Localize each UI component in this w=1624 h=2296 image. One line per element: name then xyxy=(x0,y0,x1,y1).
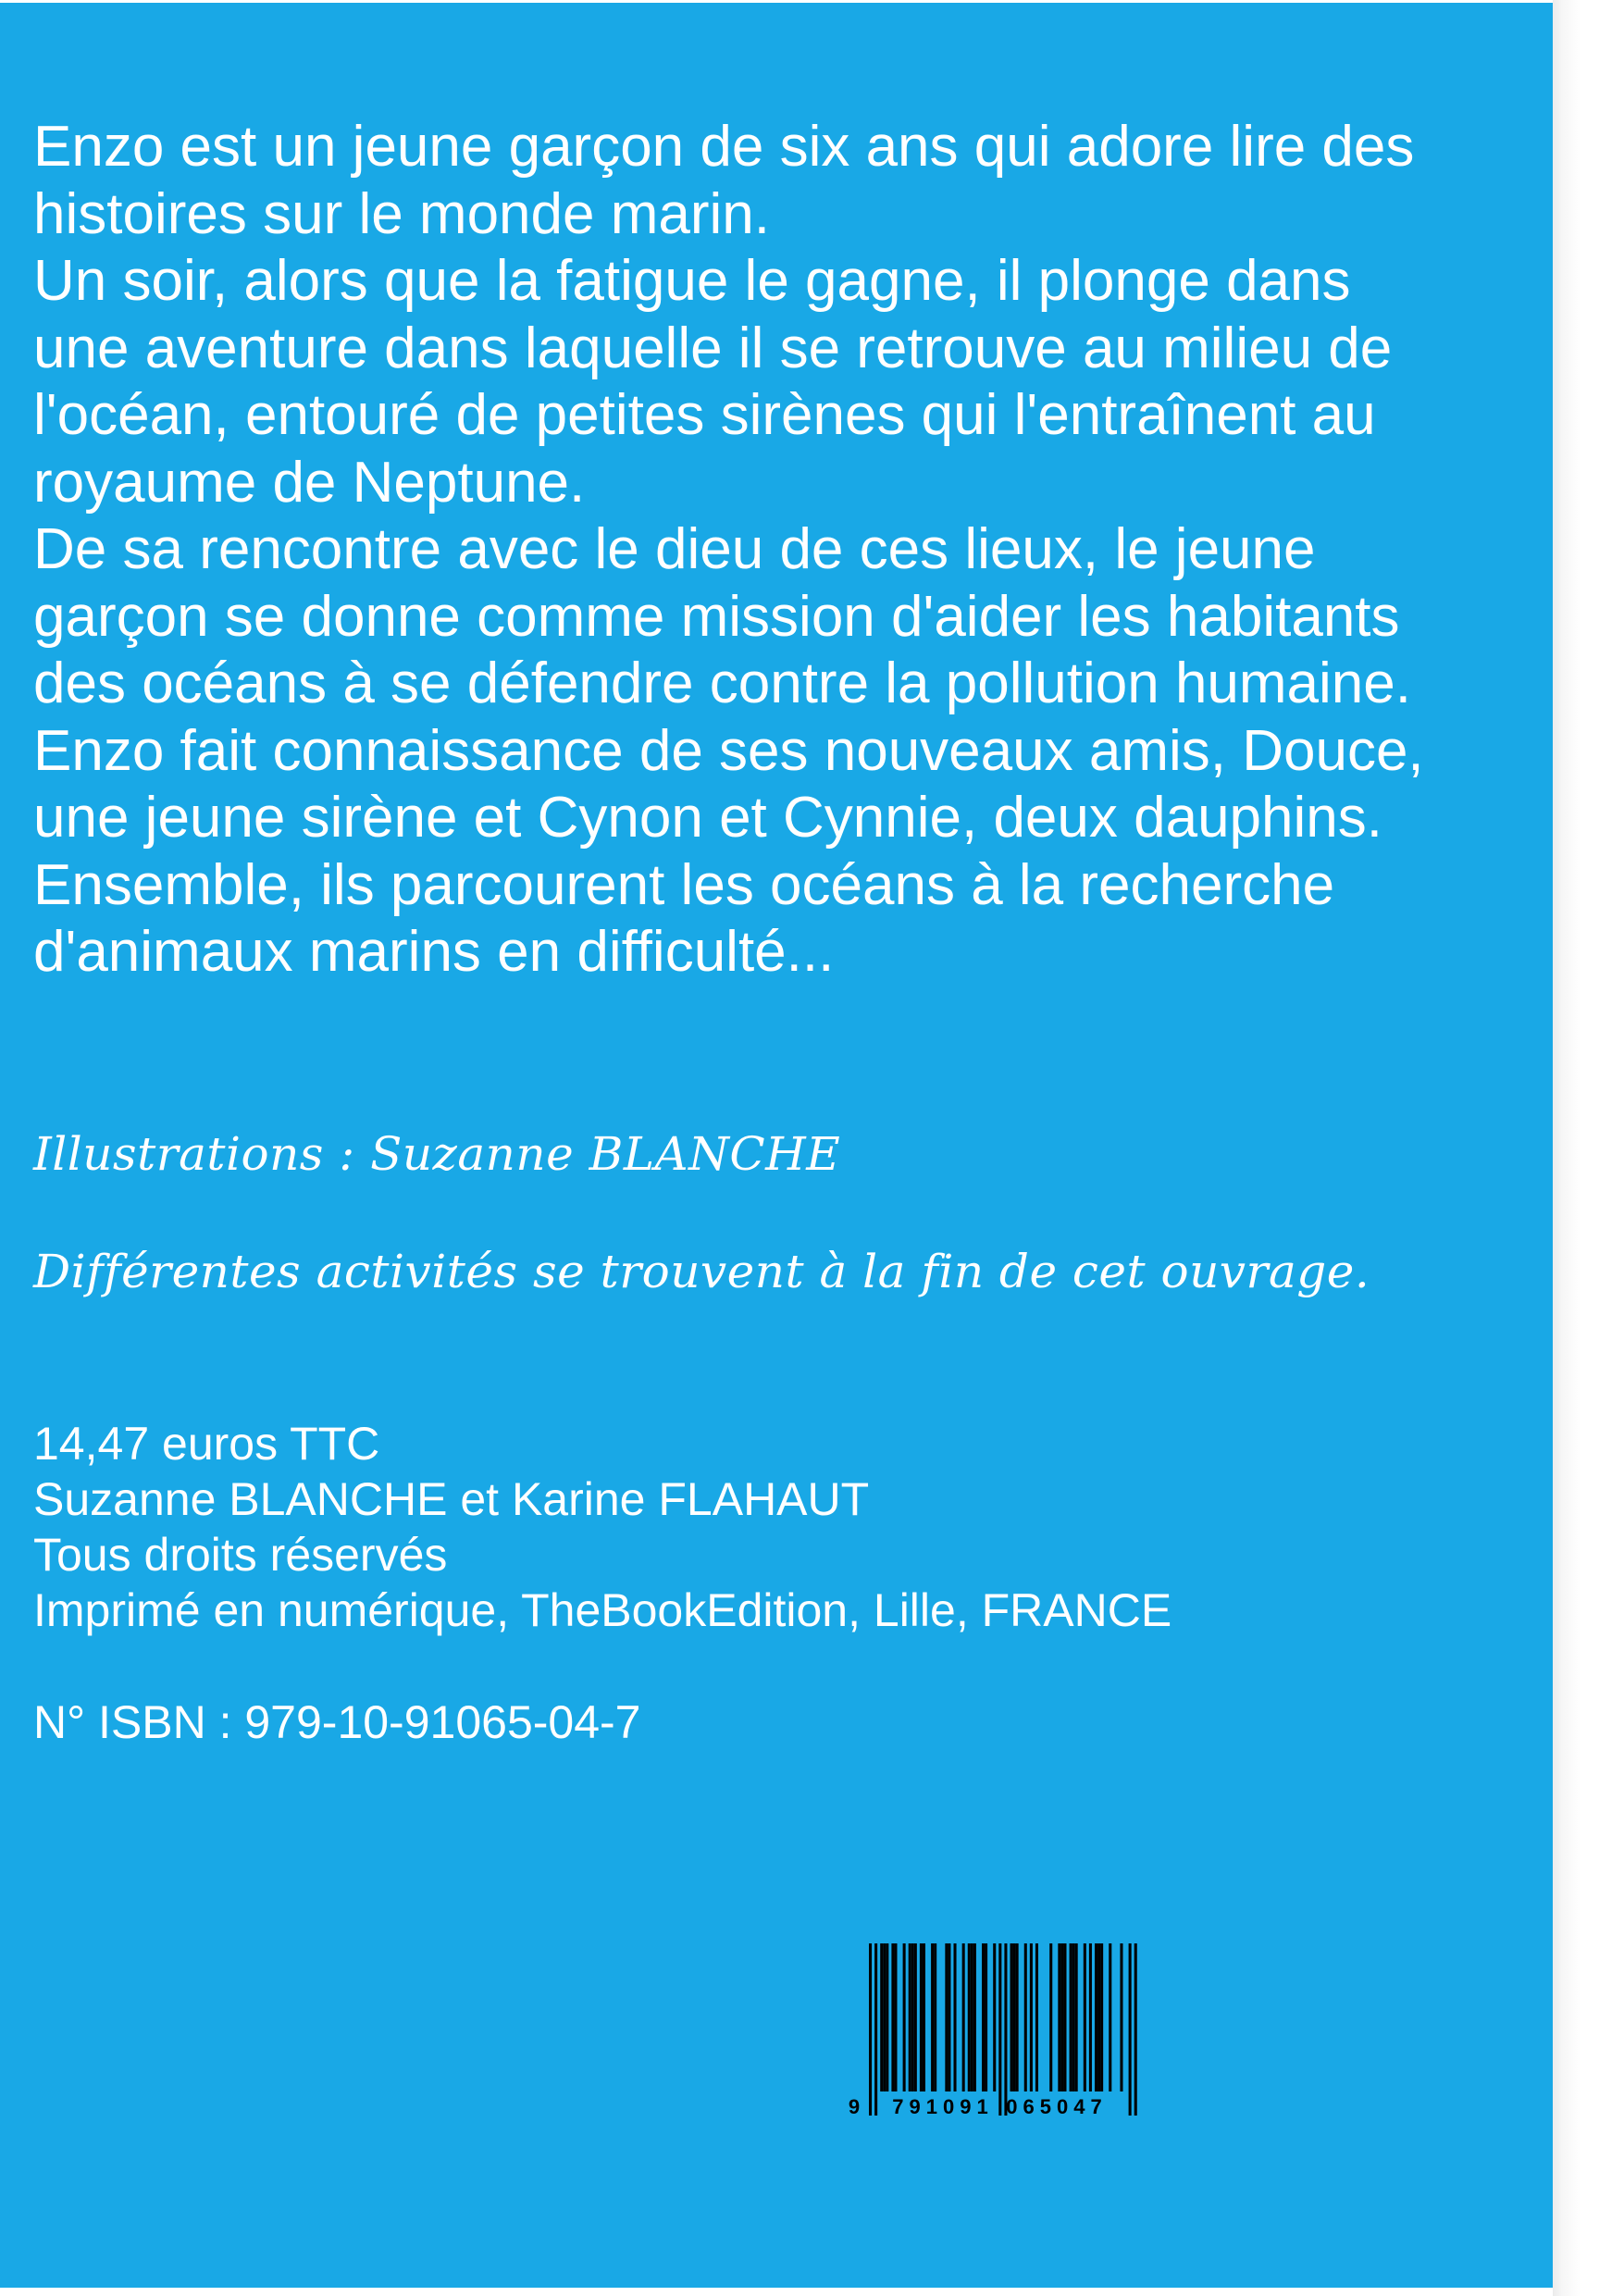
barcode-bar xyxy=(1072,1943,1075,2091)
barcode-bar xyxy=(1058,1943,1060,2091)
barcode-bar xyxy=(920,1943,923,2091)
book-blurb xyxy=(33,114,1542,987)
barcode-bar xyxy=(948,1943,950,2091)
publication-info xyxy=(33,1416,1172,1638)
isbn-number: N° ISBN : 979-10-91065-04-7 xyxy=(33,1696,641,1748)
barcode-bar xyxy=(1013,1943,1016,2091)
barcode-bar xyxy=(1089,1943,1092,2091)
barcode-bar xyxy=(931,1943,934,2091)
rights: Tous droits réservés xyxy=(33,1529,448,1581)
barcode-bar xyxy=(1084,1943,1086,2091)
barcode-bar xyxy=(962,1943,965,2091)
barcode-bar xyxy=(954,1943,957,2091)
activities-note: Différentes activités se trouvent à la fin de cet ouvrage. xyxy=(33,1245,1370,1298)
barcode-bar xyxy=(923,1943,925,2091)
blurb-line: une jeune sirène et Cynon et Cynnie, deux dauphins. xyxy=(33,786,1382,850)
barcode-bar xyxy=(1004,1943,1007,2116)
barcode-bar xyxy=(971,1943,973,2091)
barcode-bar xyxy=(1100,1943,1103,2091)
barcode-bar xyxy=(1095,1943,1097,2091)
barcode-bar xyxy=(1060,1943,1063,2091)
barcode-bar xyxy=(880,1943,883,2091)
barcode-bar xyxy=(945,1943,948,2091)
blurb-line: garçon se donne comme mission d'aider les habitants xyxy=(33,584,1400,649)
blurb-line: l'océan, entouré de petites sirènes qui l'entraînent au xyxy=(33,383,1376,447)
blurb-line: une aventure dans laquelle il se retrouve au milieu de xyxy=(33,316,1393,380)
page-edge xyxy=(1553,0,1624,2296)
barcode-bar xyxy=(1024,1943,1027,2091)
barcode-bar xyxy=(883,1943,886,2091)
barcode-bar xyxy=(1097,1943,1100,2091)
blurb-line: histoires sur le monde marin. xyxy=(33,181,770,246)
printer: Imprimé en numérique, TheBookEdition, Lille, FRANCE xyxy=(33,1584,1172,1636)
barcode-bar xyxy=(1063,1943,1066,2091)
price: 14,47 euros TTC xyxy=(33,1418,380,1470)
barcode-bar xyxy=(982,1943,985,2091)
barcode-bar xyxy=(1120,1943,1122,2091)
barcode-bar xyxy=(909,1943,911,2091)
barcode-bar xyxy=(914,1943,917,2091)
barcode-bar xyxy=(934,1943,936,2091)
barcode-bar xyxy=(1070,1943,1072,2091)
blurb-line: d'animaux marins en difficulté... xyxy=(33,920,835,984)
barcode-bar xyxy=(968,1943,971,2091)
barcode-bar xyxy=(1010,1943,1013,2091)
blurb-line: De sa rencontre avec le dieu de ces lieux, le jeune xyxy=(33,517,1316,581)
authors: Suzanne BLANCHE et Karine FLAHAUT xyxy=(33,1473,870,1525)
barcode-image xyxy=(847,1943,1145,2119)
barcode-bar xyxy=(894,1943,897,2091)
barcode-bar xyxy=(1134,1943,1137,2116)
barcode-bar xyxy=(1109,1943,1111,2091)
barcode-bar xyxy=(1016,1943,1019,2091)
barcode-bar xyxy=(985,1943,987,2091)
back-cover xyxy=(0,3,1553,2288)
barcode-bar xyxy=(869,1943,872,2116)
barcode-bar xyxy=(1129,1943,1132,2116)
barcode-bar xyxy=(1035,1943,1038,2091)
blurb-line: des océans à se défendre contre la pollution humaine. xyxy=(33,652,1411,715)
barcode-bar xyxy=(998,1943,1001,2116)
barcode-bar xyxy=(1030,1943,1033,2091)
blurb-line: Enzo fait connaissance de ses nouveaux amis, Douce, xyxy=(33,718,1424,783)
barcode-bar xyxy=(973,1943,976,2091)
barcode-digit-first: 9 xyxy=(848,2095,861,2118)
illustrations-credit: Illustrations : Suzanne BLANCHE xyxy=(33,1127,841,1181)
barcode-bar xyxy=(874,1943,877,2116)
barcode-bar xyxy=(1075,1943,1078,2091)
barcode-bar xyxy=(891,1943,894,2091)
barcode-bar xyxy=(911,1943,914,2091)
blurb-line: royaume de Neptune. xyxy=(33,450,586,515)
barcode-bar xyxy=(993,1943,996,2091)
barcode-digits-right: 065047 xyxy=(1006,2095,1108,2118)
barcode-digits-left: 791091 xyxy=(892,2095,994,2118)
barcode-bar xyxy=(886,1943,888,2091)
barcode-bar xyxy=(903,1943,906,2091)
blurb-line: Enzo est un jeune garçon de six ans qui adore lire des xyxy=(33,115,1415,179)
barcode-bar xyxy=(1049,1943,1052,2091)
blurb-line: Un soir, alors que la fatigue le gagne, il plonge dans xyxy=(33,249,1351,313)
blurb-line: Ensemble, ils parcourent les océans à la recherche xyxy=(33,852,1335,917)
